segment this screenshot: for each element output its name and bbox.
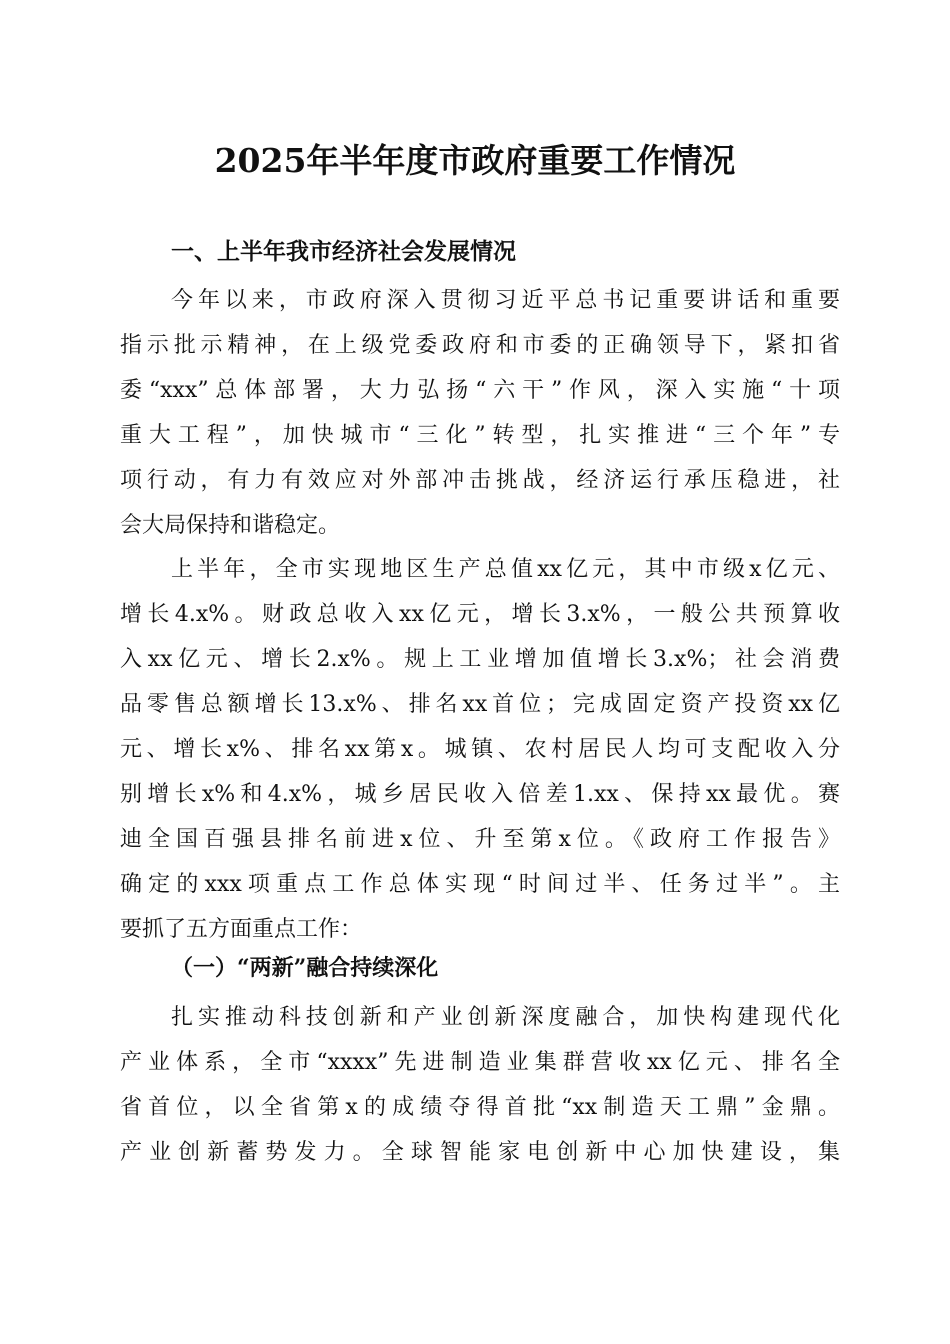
text-line: 产业创新蓄势发力。全球智能家电创新中心加快建设，集	[120, 1140, 840, 1165]
text-line: 迪全国百强县排名前进x位、升至第x位。《政府工作报告》	[120, 827, 840, 852]
text-line: 增长4.x%。财政总收入xx亿元，增长3.x%，一般公共预算收	[120, 602, 840, 627]
text-line: 别增长x%和4.x%，城乡居民收入倍差1.xx、保持xx最优。赛	[120, 782, 840, 807]
section-heading-1: 一、上半年我市经济社会发展情况	[171, 239, 516, 265]
paragraph-1	[120, 278, 840, 548]
text-line: 确定的xxx项重点工作总体实现“时间过半、任务过半”。主	[120, 872, 840, 897]
text-line: 项行动，有力有效应对外部冲击挑战，经济运行承压稳进，社	[120, 468, 840, 493]
text-line: 重大工程”，加快城市“三化”转型，扎实推进“三个年”专	[120, 423, 840, 448]
paragraph-2	[120, 547, 840, 952]
text-line: 上半年，全市实现地区生产总值xx亿元，其中市级x亿元、	[171, 557, 840, 582]
document-title: 2025年半年度市政府重要工作情况	[214, 141, 736, 180]
subsection-heading-1: （一）“两新”融合持续深化	[171, 955, 439, 981]
text-line: 扎实推动科技创新和产业创新深度融合，加快构建现代化	[171, 1005, 840, 1030]
text-line: 入xx亿元、增长2.x%。规上工业增加值增长3.x%；社会消费	[120, 647, 840, 672]
text-line: 产业体系，全市“xxxx”先进制造业集群营收xx亿元、排名全	[120, 1050, 840, 1075]
paragraph-3	[120, 995, 840, 1175]
text-line: 元、增长x%、排名xx第x。城镇、农村居民人均可支配收入分	[120, 737, 840, 762]
text-line: 指示批示精神，在上级党委政府和市委的正确领导下，紧扣省	[120, 333, 840, 358]
text-line: 会大局保持和谐稳定。	[120, 513, 341, 538]
text-line: 要抓了五方面重点工作：	[120, 917, 363, 942]
text-line: 今年以来，市政府深入贯彻习近平总书记重要讲话和重要	[171, 288, 840, 313]
text-line: 省首位，以全省第x的成绩夺得首批“xx制造天工鼎”金鼎。	[120, 1095, 840, 1120]
text-line: 委“xxx”总体部署，大力弘扬“六干”作风，深入实施“十项	[120, 378, 840, 403]
text-line: 品零售总额增长13.x%、排名xx首位；完成固定资产投资xx亿	[120, 692, 840, 717]
